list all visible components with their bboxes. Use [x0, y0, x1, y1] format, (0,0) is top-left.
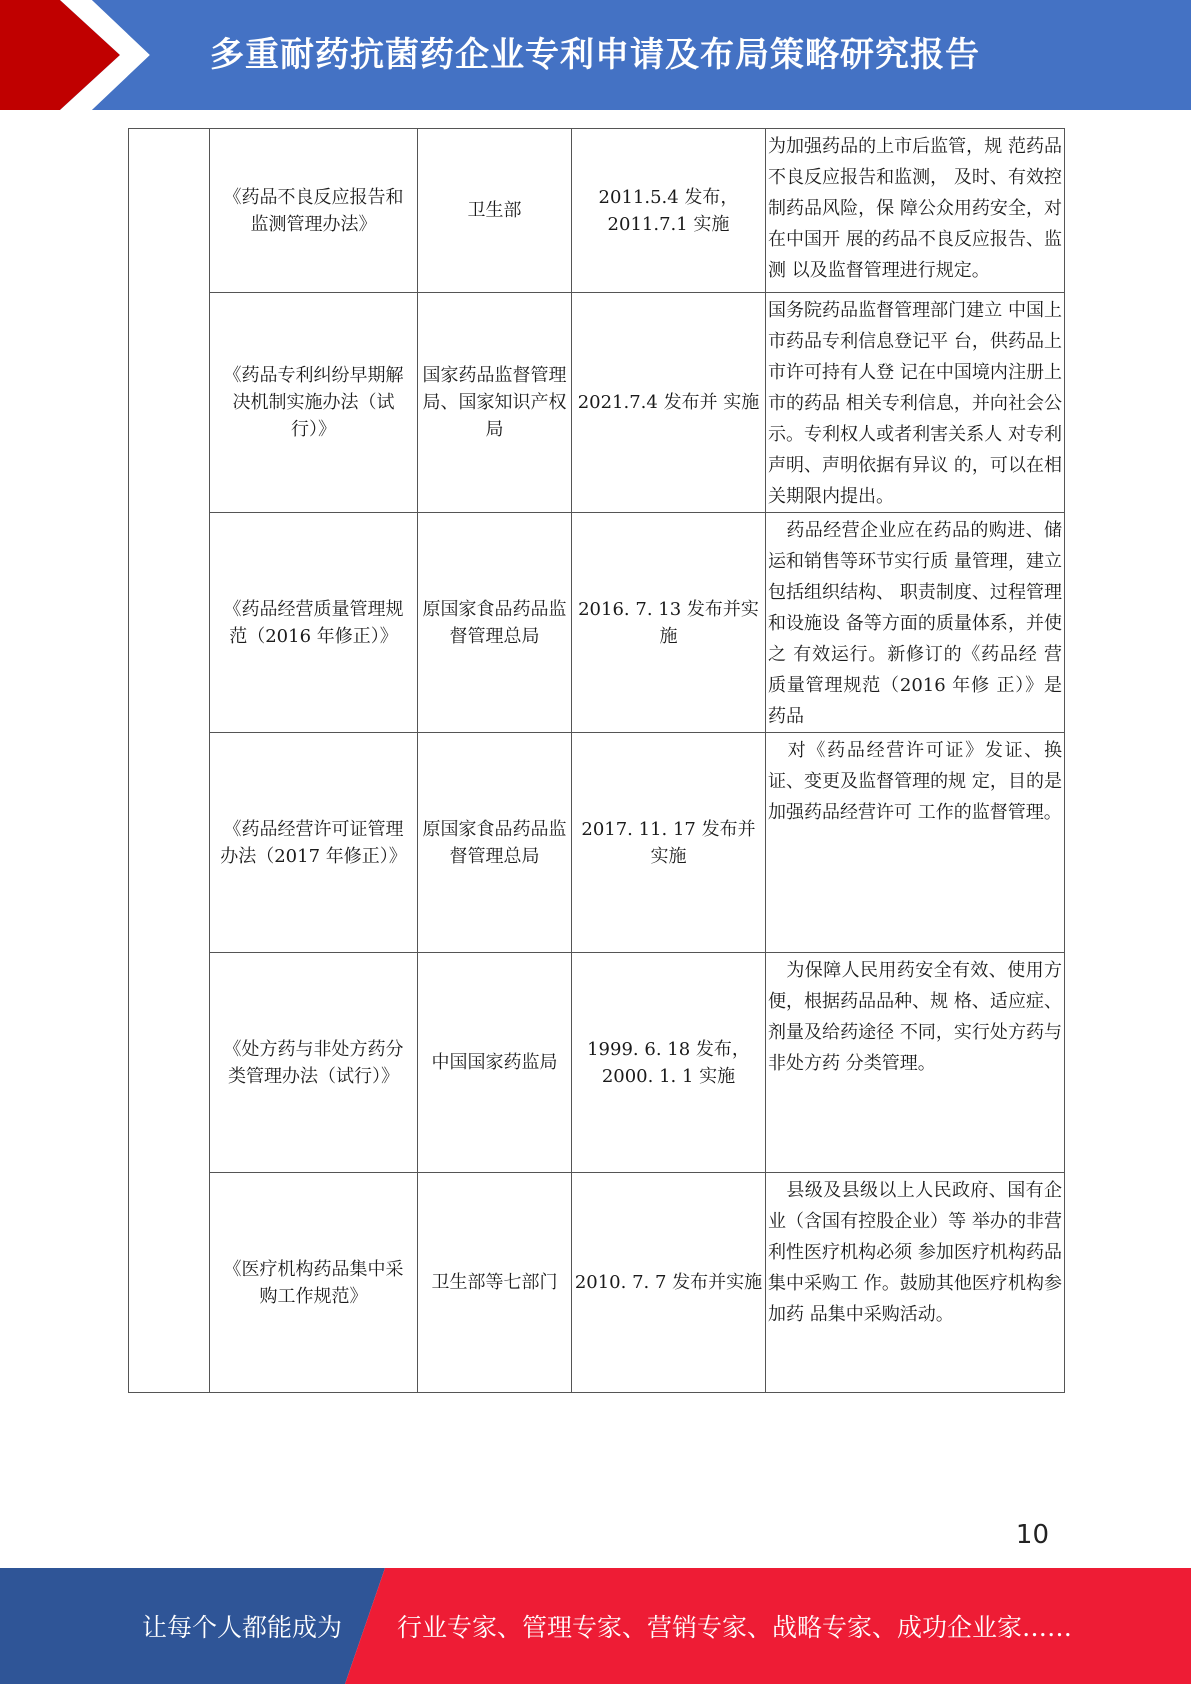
regulation-name: 《医疗机构药品集中采购工作规范》 [210, 1173, 418, 1393]
issuing-agency: 原国家食品药品监督管理总局 [418, 733, 572, 953]
category-cell [129, 129, 210, 1393]
issue-date: 2016. 7. 13 发布并实施 [572, 513, 766, 733]
regulation-summary [766, 513, 1065, 733]
table-row [129, 1173, 1065, 1393]
regulation-summary [766, 953, 1065, 1173]
regulation-summary [766, 1173, 1065, 1393]
summary-text: 为保障人民用药安全有效、使用方便，根据药品品种、规 格、适应症、剂量及给药途径 不同，实行处方药与非处方药 分类管理。 [768, 960, 1062, 1074]
summary-text: 对《药品经营许可证》发证、换证、变更及监督管理的规 定，目的是加强药品经营许可 工作的监督管理。 [768, 740, 1062, 823]
table-row [129, 953, 1065, 1173]
issuing-agency: 原国家食品药品监督管理总局 [418, 513, 572, 733]
regulation-summary [766, 733, 1065, 953]
table-row [129, 293, 1065, 513]
table-row [129, 513, 1065, 733]
regulation-table [128, 128, 1065, 1393]
table-row [129, 129, 1065, 293]
issuing-agency: 卫生部 [418, 129, 572, 293]
issuing-agency: 卫生部等七部门 [418, 1173, 572, 1393]
issue-date: 2010. 7. 7 发布并实施 [572, 1173, 766, 1393]
regulation-name: 《处方药与非处方药分类管理办法（试行）》 [210, 953, 418, 1173]
footer-slogan-right: 行业专家、管理专家、营销专家、战略专家、成功企业家…… [397, 1613, 1073, 1642]
issue-date: 2017. 11. 17 发布并实施 [572, 733, 766, 953]
report-title: 多重耐药抗菌药企业专利申请及布局策略研究报告 [210, 35, 980, 75]
regulation-name: 《药品经营质量管理规范（2016 年修正）》 [210, 513, 418, 733]
summary-text: 为加强药品的上市后监管，规 范药品不良反应报告和监测， 及时、有效控制药品风险，保 障公众用药安全，对在中国开 展的药品不良反应报告、监测 以及监督管理进行规定。 [768, 136, 1062, 281]
issuing-agency: 中国国家药监局 [418, 953, 572, 1173]
page-header [0, 0, 1191, 110]
issuing-agency: 国家药品监督管理局、国家知识产权局 [418, 293, 572, 513]
regulation-name: 《药品专利纠纷早期解决机制实施办法（试行）》 [210, 293, 418, 513]
regulation-summary [766, 293, 1065, 513]
summary-text: 国务院药品监督管理部门建立 中国上市药品专利信息登记平 台，供药品上市许可持有人登 记在中国境内注册上市的药品 相关专利信息，并向社会公 示。专利权人或者利害关系人 对专利声明、声明依据有异议 的，可以在相关期限内提出。 [768, 300, 1062, 507]
issue-date: 2021.7.4 发布并 实施 [572, 293, 766, 513]
regulation-name: 《药品不良反应报告和监测管理办法》 [210, 129, 418, 293]
footer-slogan-left: 让每个人都能成为 [142, 1613, 343, 1642]
page-footer [0, 1568, 1191, 1684]
summary-text: 药品经营企业应在药品的购进、储运和销售等环节实行质 量管理，建立包括组织结构、 职责制度、过程管理和设施设 备等方面的质量体系，并使之 有效运行。新修订的《药品经 营质量管理规范（2016 年修 正）》是药品 [768, 520, 1062, 727]
page-number: 10 [1015, 1520, 1049, 1550]
summary-text: 县级及县级以上人民政府、国有企业（含国有控股企业）等 举办的非营利性医疗机构必须 参加医疗机构药品集中采购工 作。鼓励其他医疗机构参加药 品集中采购活动。 [768, 1180, 1062, 1325]
regulation-name: 《药品经营许可证管理办法（2017 年修正）》 [210, 733, 418, 953]
table-row [129, 733, 1065, 953]
regulation-summary [766, 129, 1065, 293]
issue-date: 1999. 6. 18 发布，2000. 1. 1 实施 [572, 953, 766, 1173]
issue-date: 2011.5.4 发布，2011.7.1 实施 [572, 129, 766, 293]
